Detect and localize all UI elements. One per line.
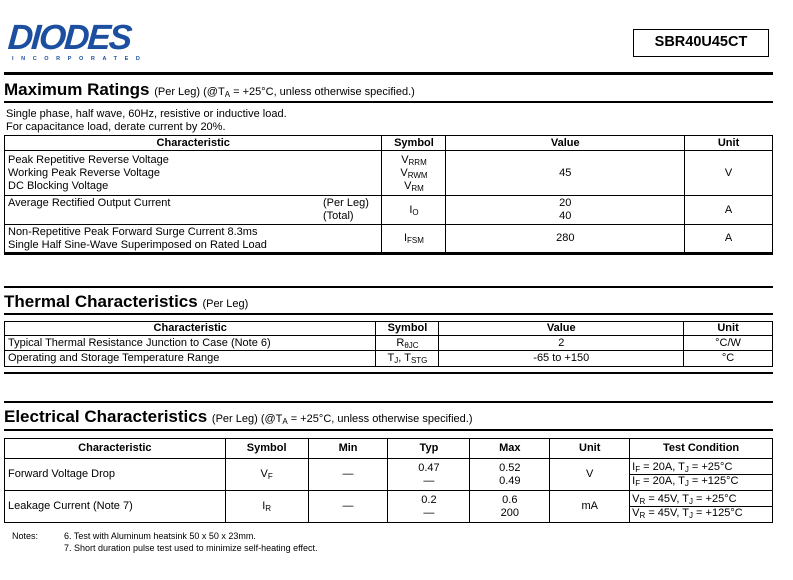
thermal-title: Thermal Characteristics (Per Leg)	[4, 292, 249, 311]
min-cell: —	[308, 491, 388, 523]
max-ratings-note-1: Single phase, half wave, 60Hz, resistive or inductive load.	[6, 108, 287, 120]
unit-cell: V	[685, 151, 773, 196]
typ-cell: 0.47 —	[388, 459, 470, 491]
max-cell: 0.52 0.49	[470, 459, 550, 491]
header-rule	[4, 72, 773, 75]
col-unit: Unit	[550, 439, 630, 459]
notes-label: Notes:	[12, 531, 39, 541]
col-value: Value	[446, 136, 685, 151]
characteristic-cell: Average Rectified Output Current (Per Leg) (Total)	[5, 196, 382, 225]
table-header-row	[5, 136, 773, 151]
table-row	[5, 491, 773, 523]
diodes-logo: DIODES	[6, 18, 132, 57]
value-cell: -65 to +150	[439, 351, 684, 367]
max-ratings-bottom-rule	[4, 253, 773, 255]
typ-cell: 0.2 —	[388, 491, 470, 523]
note-7: 7. Short duration pulse test used to minimize self-heating effect.	[64, 543, 318, 553]
max-ratings-rule	[4, 101, 773, 103]
symbol-cell: $I_{FSM}$	[382, 225, 446, 253]
value-cell: 2	[439, 336, 684, 351]
characteristic-cell: Leakage Current (Note 7)	[5, 491, 226, 523]
value-cell: 20 40	[446, 196, 685, 225]
symbol-cell: $T_J$, $T_{STG}$	[376, 351, 439, 367]
characteristic-cell: Operating and Storage Temperature Range	[5, 351, 376, 367]
table-header-row	[5, 322, 773, 336]
table-row	[5, 336, 773, 351]
test-condition-cell: $V_R = 45V$, $T_J = +25^\circ C$ $V_R = 45V$, $T_J = +125^\circ C$	[630, 491, 773, 523]
col-unit: Unit	[684, 322, 773, 336]
symbol-cell: $V_{RRM}$ $V_{RWM}$ $V_{RM}$	[382, 151, 446, 196]
electrical-rule	[4, 429, 773, 431]
col-typ: Typ	[388, 439, 470, 459]
characteristic-cell: Forward Voltage Drop	[5, 459, 226, 491]
col-characteristic: Characteristic	[5, 439, 226, 459]
test-condition-cell: $I_F = 20A$, $T_J = +25^\circ C$ $I_F = 20A$, $T_J = +125^\circ C$	[630, 459, 773, 491]
logo-subtitle: INCORPORATED	[12, 56, 148, 62]
col-symbol: Symbol	[382, 136, 446, 151]
table-row	[5, 196, 773, 225]
col-value: Value	[439, 322, 684, 336]
table-row	[5, 351, 773, 367]
col-test-condition: Test Condition	[630, 439, 773, 459]
max-cell: 0.6 200	[470, 491, 550, 523]
col-max: Max	[470, 439, 550, 459]
value-cell: 280	[446, 225, 685, 253]
unit-cell: V	[550, 459, 630, 491]
max-ratings-table	[4, 135, 773, 253]
characteristic-cell: Peak Repetitive Reverse Voltage Working Peak Reverse Voltage DC Blocking Voltage	[5, 151, 382, 196]
table-row	[5, 225, 773, 253]
part-number: SBR40U45CT	[633, 29, 769, 57]
max-ratings-title: Maximum Ratings (Per Leg) ($@T_A = +25^\circ C$, unless otherwise specified.)	[4, 80, 415, 99]
unit-cell: °C/W	[684, 336, 773, 351]
unit-cell: A	[685, 196, 773, 225]
col-characteristic: Characteristic	[5, 322, 376, 336]
symbol-cell: $I_O$	[382, 196, 446, 225]
electrical-top-rule	[4, 401, 773, 403]
thermal-rule	[4, 313, 773, 315]
characteristic-cell: Non-Repetitive Peak Forward Surge Current 8.3ms Single Half Sine-Wave Superimposed on Rated Load	[5, 225, 382, 253]
unit-cell: mA	[550, 491, 630, 523]
notes	[12, 530, 317, 554]
min-cell: —	[308, 459, 388, 491]
note-6: 6. Test with Aluminum heatsink 50 x 50 x 23mm.	[64, 531, 256, 541]
col-min: Min	[308, 439, 388, 459]
characteristic-cell: Typical Thermal Resistance Junction to Case (Note 6)	[5, 336, 376, 351]
electrical-table	[4, 438, 773, 523]
thermal-top-rule	[4, 286, 773, 288]
col-symbol: Symbol	[225, 439, 308, 459]
symbol-cell: $R_{\theta JC}$	[376, 336, 439, 351]
col-symbol: Symbol	[376, 322, 439, 336]
table-header-row	[5, 439, 773, 459]
table-row	[5, 459, 773, 491]
thermal-bottom-rule	[4, 372, 773, 374]
max-ratings-note-2: For capacitance load, derate current by 20%.	[6, 121, 226, 133]
unit-cell: °C	[684, 351, 773, 367]
col-characteristic: Characteristic	[5, 136, 382, 151]
col-unit: Unit	[685, 136, 773, 151]
table-row	[5, 151, 773, 196]
unit-cell: A	[685, 225, 773, 253]
symbol-cell: $I_R$	[225, 491, 308, 523]
electrical-title: Electrical Characteristics (Per Leg) ($@T_A = +25^\circ C$, unless otherwise specified.)	[4, 407, 473, 426]
value-cell: 45	[446, 151, 685, 196]
thermal-table	[4, 321, 773, 367]
symbol-cell: $V_F$	[225, 459, 308, 491]
